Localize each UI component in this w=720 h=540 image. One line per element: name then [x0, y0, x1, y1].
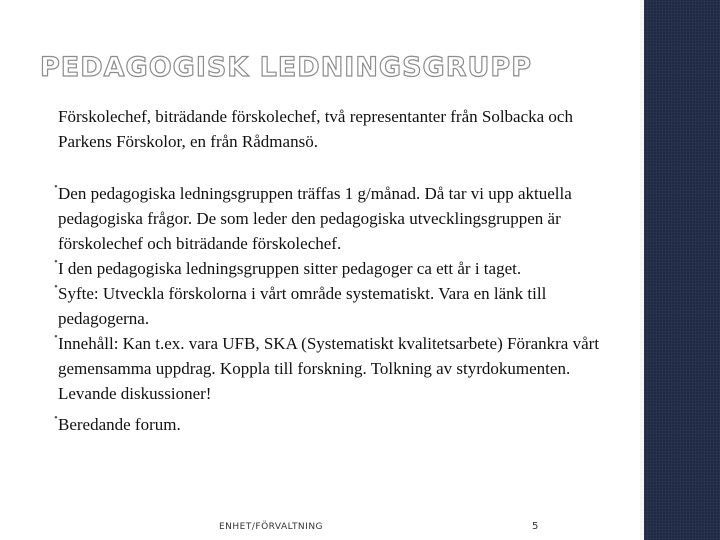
bullet-item: [54, 256, 618, 281]
bullet-icon: •: [54, 281, 58, 293]
bullet-text: Den pedagogiska ledningsgruppen träffas 1 g/månad. Då tar vi upp aktuella pedagogiska frågor. De som leder den pedagogiska utvecklingsgruppen är förskolechef och biträdande förskolechef.: [58, 184, 572, 253]
page-number: 5: [532, 521, 539, 532]
bullet-icon: •: [54, 181, 58, 193]
bullet-text: Beredande forum.: [58, 415, 181, 434]
bullet-text: Syfte: Utveckla förskolorna i vårt område systematiskt. Vara en länk till pedagogerna.: [58, 284, 547, 328]
footer-label: ENHET/FÖRVALTNING: [219, 522, 324, 532]
bullet-icon: •: [54, 331, 58, 343]
bullet-icon: •: [54, 256, 58, 268]
sidebar-divider: [640, 0, 644, 540]
intro-paragraph: Förskolechef, biträdande förskolechef, två representanter från Solbacka och Parkens Förskolor, en från Rådmansö.: [58, 107, 573, 151]
bullet-item: [54, 412, 618, 437]
bullet-icon: •: [54, 412, 58, 424]
bullet-item: [54, 281, 618, 331]
bullet-item: [54, 331, 618, 406]
decorative-sidebar: [640, 0, 720, 540]
slide-title: PEDAGOGISK LEDNINGSGRUPP: [40, 52, 532, 83]
slide-body: [54, 104, 618, 437]
bullet-item: [54, 181, 618, 256]
bullet-text: Innehåll: Kan t.ex. vara UFB, SKA (Systematiskt kvalitetsarbete) Förankra vårt gemensamma uppdrag. Koppla till forskning. Tolkning av styrdokumenten. Levande diskussioner!: [58, 334, 600, 403]
bullet-text: I den pedagogiska ledningsgruppen sitter pedagoger ca ett år i taget.: [58, 259, 522, 278]
